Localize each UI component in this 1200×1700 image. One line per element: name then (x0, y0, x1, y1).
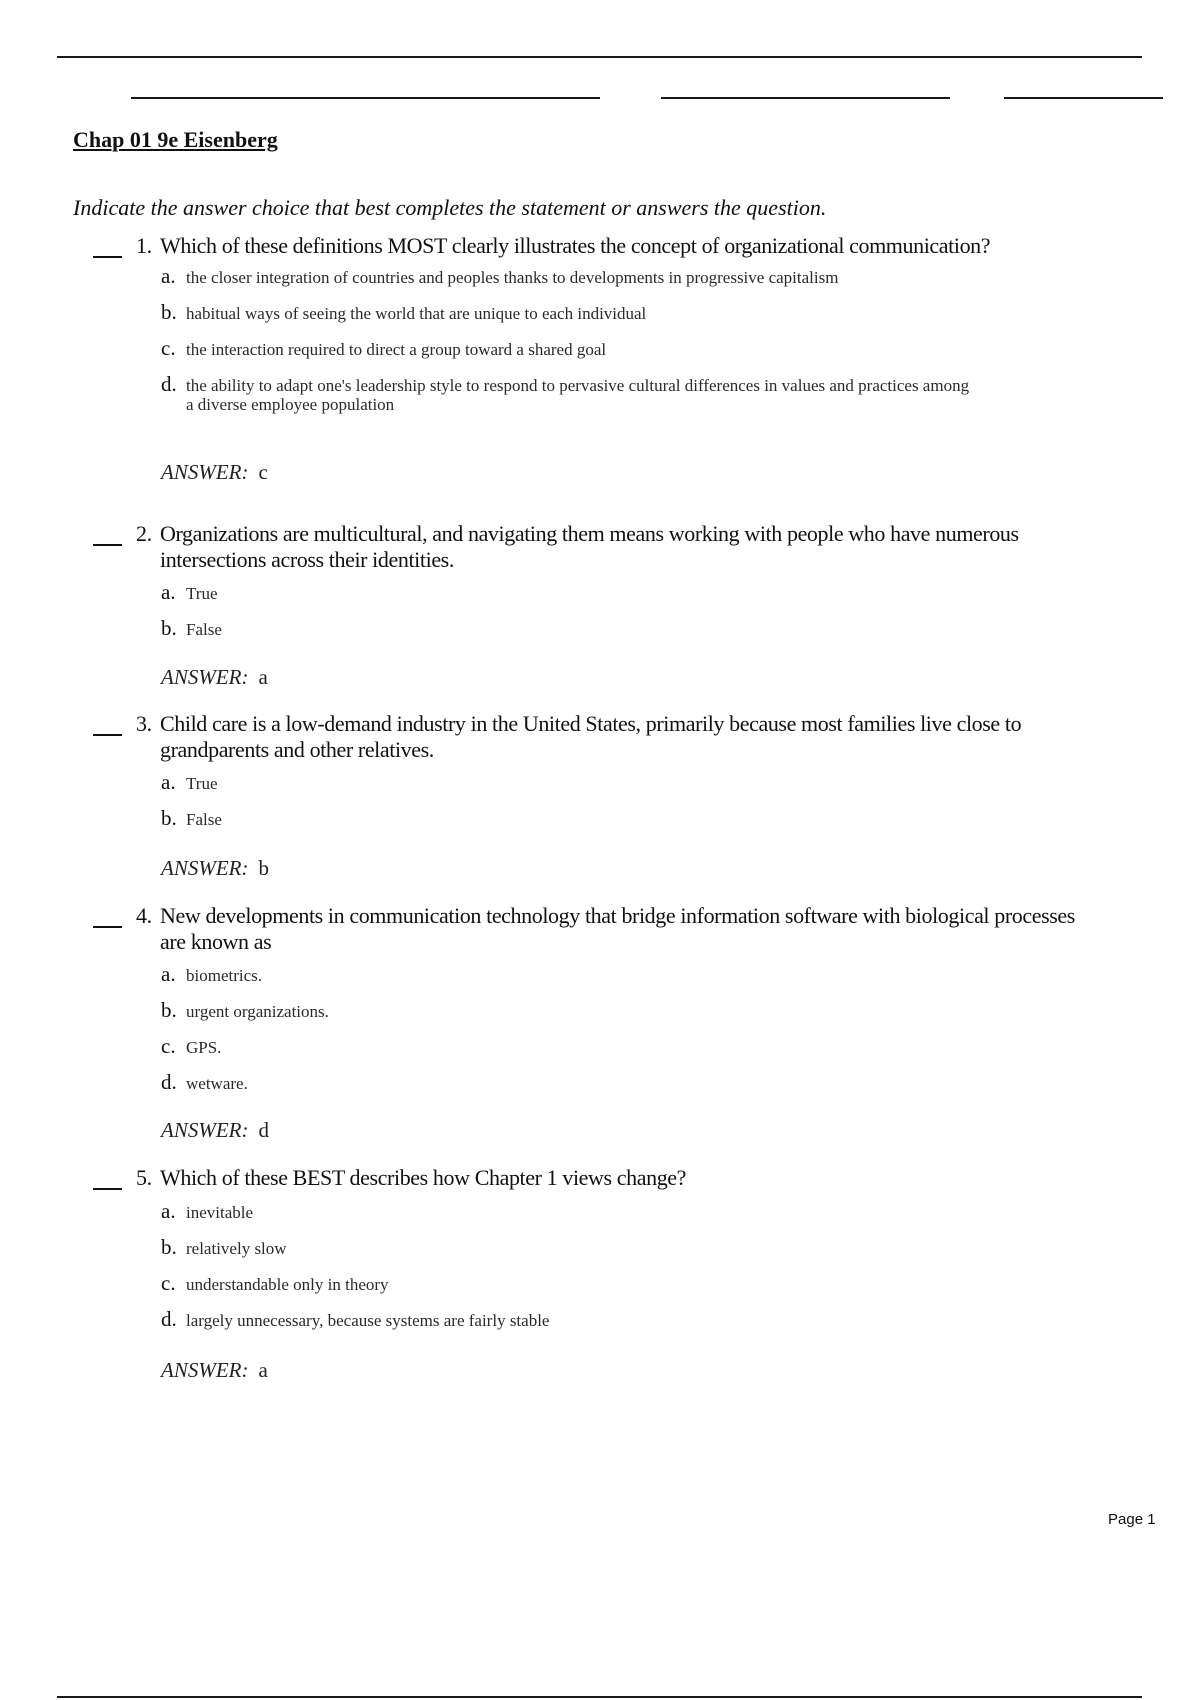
option-a (161, 266, 1121, 288)
answer-line (161, 1358, 268, 1383)
option-d-continuation (186, 395, 1146, 415)
question-text: Child care is a low-demand industry in the United States, primarily because most families live close to (160, 711, 1022, 736)
option-text: True (186, 584, 218, 603)
answer-line (161, 460, 268, 485)
instructions: Indicate the answer choice that best completes the statement or answers the question. (73, 195, 827, 220)
option-b (161, 302, 1121, 324)
header-rule (57, 56, 1142, 58)
answer-blank[interactable] (93, 926, 122, 928)
question-text: New developments in communication technology that bridge information software with biological processes (160, 903, 1075, 928)
question-text-continuation: are known as (160, 929, 272, 954)
footer-rule (57, 1696, 1142, 1698)
option-letter: a. (161, 580, 176, 604)
answer-value: a (258, 1358, 268, 1382)
question-text: Organizations are multicultural, and navigating them means working with people who have numerous (160, 521, 1019, 546)
option-letter: b. (161, 998, 177, 1022)
option-text: habitual ways of seeing the world that are unique to each individual (186, 304, 647, 323)
option-text: largely unnecessary, because systems are fairly stable (186, 1311, 550, 1330)
option-a (161, 1201, 1121, 1223)
option-b (161, 1000, 1121, 1022)
option-c (161, 1273, 1121, 1295)
option-letter: d. (161, 372, 177, 396)
option-text: the interaction required to direct a group toward a shared goal (186, 340, 607, 359)
option-letter: b. (161, 806, 177, 830)
class-field-line (661, 97, 950, 99)
question-stem (136, 711, 1136, 763)
option-text: the closer integration of countries and peoples thanks to developments in progressive capitalism (186, 268, 839, 287)
option-d (161, 374, 1121, 396)
option-c (161, 338, 1121, 360)
option-text: GPS. (186, 1038, 222, 1057)
answer-value: d (258, 1118, 269, 1142)
option-b (161, 618, 1121, 640)
question-number: 4. (136, 903, 152, 928)
answer-value: c (258, 460, 268, 484)
option-letter: d. (161, 1070, 177, 1094)
option-d (161, 1309, 1121, 1331)
question-stem (136, 521, 1136, 573)
option-letter: b. (161, 300, 177, 324)
option-b (161, 808, 1121, 830)
option-letter: a. (161, 962, 176, 986)
option-text: a diverse employee population (186, 395, 395, 414)
name-field-line (131, 97, 600, 99)
answer-line (161, 856, 269, 881)
page-number: Page 1 (1108, 1511, 1156, 1528)
answer-blank[interactable] (93, 256, 122, 258)
option-d (161, 1072, 1121, 1094)
question-text: Which of these definitions MOST clearly illustrates the concept of organizational communication? (160, 233, 991, 258)
answer-label: ANSWER: (161, 856, 249, 880)
question-number: 3. (136, 711, 152, 736)
option-letter: c. (161, 336, 176, 360)
answer-blank[interactable] (93, 1188, 122, 1190)
question-text-continuation: intersections across their identities. (160, 547, 454, 572)
option-text: urgent organizations. (186, 1002, 329, 1021)
option-c (161, 1036, 1121, 1058)
option-text: understandable only in theory (186, 1275, 389, 1294)
answer-label: ANSWER: (161, 460, 249, 484)
answer-line (161, 665, 268, 690)
answer-label: ANSWER: (161, 1358, 249, 1382)
answer-blank[interactable] (93, 544, 122, 546)
document-title: Chap 01 9e Eisenberg (73, 127, 278, 152)
option-a (161, 582, 1121, 604)
question-stem (136, 1165, 1136, 1191)
question-text-continuation: grandparents and other relatives. (160, 737, 434, 762)
option-text: inevitable (186, 1203, 254, 1222)
answer-value: a (258, 665, 268, 689)
answer-label: ANSWER: (161, 665, 249, 689)
option-text: False (186, 810, 222, 829)
option-letter: a. (161, 1199, 176, 1223)
answer-line (161, 1118, 269, 1143)
question-text: Which of these BEST describes how Chapter 1 views change? (160, 1165, 687, 1190)
option-a (161, 772, 1121, 794)
option-b (161, 1237, 1121, 1259)
option-a (161, 964, 1121, 986)
option-letter: a. (161, 770, 176, 794)
answer-value: b (258, 856, 269, 880)
option-letter: b. (161, 616, 177, 640)
option-text: False (186, 620, 222, 639)
option-text: biometrics. (186, 966, 263, 985)
option-letter: c. (161, 1034, 176, 1058)
question-stem (136, 903, 1136, 955)
date-field-line (1004, 97, 1163, 99)
option-text: wetware. (186, 1074, 248, 1093)
option-text: True (186, 774, 218, 793)
option-letter: a. (161, 264, 176, 288)
question-number: 5. (136, 1165, 152, 1190)
option-letter: b. (161, 1235, 177, 1259)
question-stem (136, 233, 1136, 259)
option-letter: d. (161, 1307, 177, 1331)
question-number: 2. (136, 521, 152, 546)
option-letter: c. (161, 1271, 176, 1295)
option-text: relatively slow (186, 1239, 287, 1258)
answer-blank[interactable] (93, 734, 122, 736)
option-text: the ability to adapt one's leadership style to respond to pervasive cultural differences in values and practices among (186, 376, 970, 395)
answer-label: ANSWER: (161, 1118, 249, 1142)
question-number: 1. (136, 233, 152, 258)
